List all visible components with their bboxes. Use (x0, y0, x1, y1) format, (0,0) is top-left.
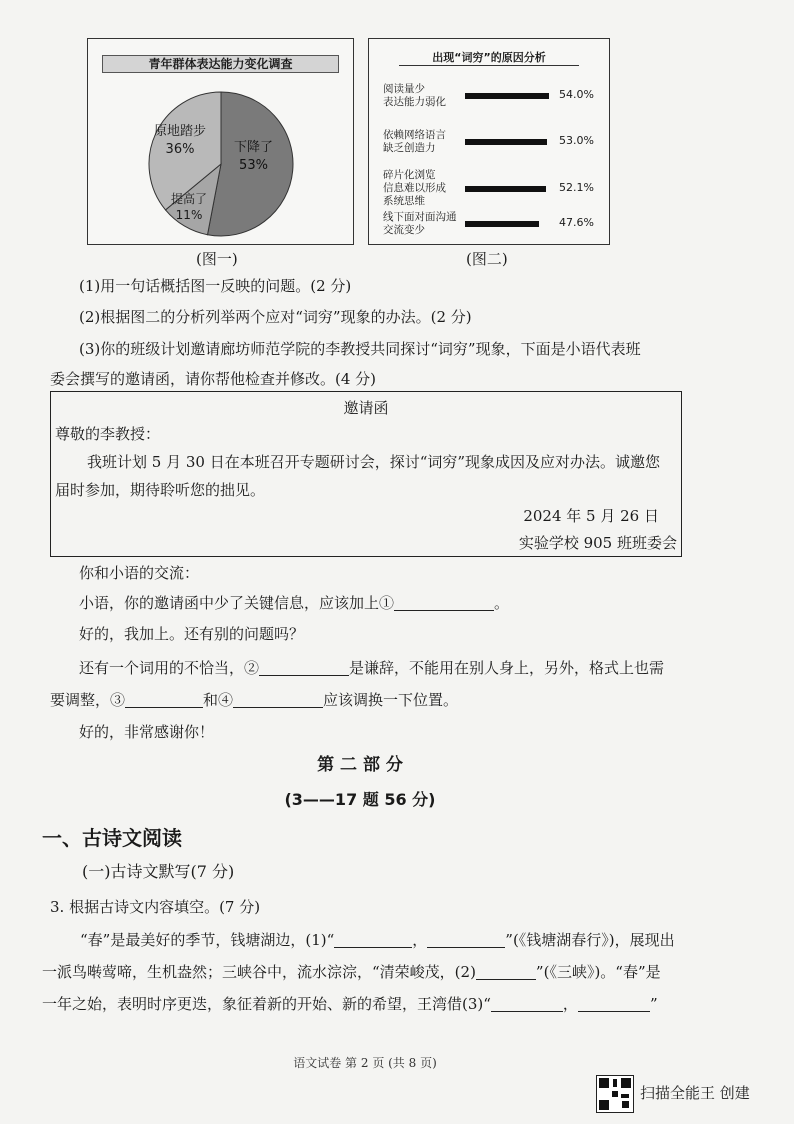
pie-label-stagnant-text: 原地踏步 (154, 124, 207, 139)
bar-label-line: 系统思维 (383, 195, 425, 207)
pie-chart (146, 89, 296, 239)
dialogue-line-1 (79, 593, 509, 613)
poem-blank-1b[interactable] (427, 932, 505, 948)
poem-line-1-text: “春”是最美好的季节，钱塘湖边，(1)“ (80, 931, 335, 949)
bar-label-line: 表达能力弱化 (383, 96, 446, 108)
dialogue-line-4-text: 要调整，③ (50, 691, 126, 709)
poem-line-2-end: ”(《三峡》)。“春”是 (535, 963, 661, 981)
dialogue-line-4-and: 和④ (203, 691, 234, 709)
question-1: (1)用一句话概括图一反映的问题。(2 分) (79, 277, 352, 295)
bar-label-line: 依赖网络语言 (383, 129, 446, 141)
poem-line-1-comma: ， (412, 931, 428, 949)
pie-label-stagnant-pct: 36% (165, 142, 195, 157)
poem-line-3-text: 一年之始，表明时序更迭，象征着新的开始、新的希望，王湾借(3)“ (42, 995, 491, 1013)
bar-label-line: 碎片化浏览 (383, 169, 436, 181)
dialogue-line-3-rest: 是谦辞，不能用在别人身上，另外，格式上也需 (349, 659, 665, 677)
poem-line-2-text: 一派鸟啭莺啼，生机盎然；三峡谷中，流水淙淙，“清荣峻茂，(2) (42, 963, 476, 981)
dialogue-line-1-end: 。 (494, 594, 510, 612)
bar-label (383, 211, 457, 237)
bar-label-line: 缺乏创造力 (383, 142, 436, 154)
poem-line-1-end: ”(《钱塘湖春行》)，展现出 (505, 931, 675, 949)
pie-label-improve-text: 提高了 (171, 192, 208, 206)
bar-label (383, 129, 446, 155)
page-footer: 语文试卷 第 2 页 (共 8 页) (293, 1056, 437, 1070)
invitation-signature: 实验学校 905 班班委会 (518, 534, 677, 552)
pie-label-decrease (234, 139, 273, 175)
invitation-salutation: 尊敬的李教授： (55, 425, 161, 443)
bar-value-label: 47.6% (559, 216, 594, 229)
dialogue-line-1-text: 小语，你的邀请函中少了关键信息，应该加上① (79, 594, 395, 612)
question-2: (2)根据图二的分析列举两个应对“词穷”现象的办法。(2 分) (79, 308, 472, 326)
bar-value-label: 54.0% (559, 88, 594, 101)
figure-1-title: 青年群体表达能力变化调查 (102, 55, 339, 73)
answer-blank-3[interactable] (125, 692, 203, 708)
bar-label-line: 阅读量少 (383, 83, 425, 95)
section-1-subheading: (一)古诗文默写(7 分) (82, 862, 235, 881)
bar-mark (465, 139, 547, 145)
pie-label-decrease-text: 下降了 (234, 140, 274, 155)
question-3-line2: 委会撰写的邀请函，请你帮他检查并修改。(4 分) (50, 370, 377, 388)
qr-code-icon (596, 1075, 634, 1113)
figure-1-box (87, 38, 354, 245)
invitation-box (50, 391, 682, 557)
poem-line-3-end: ” (649, 995, 658, 1013)
pie-label-improve (171, 191, 207, 223)
bar-label (383, 169, 446, 208)
poem-blank-2[interactable] (476, 964, 536, 980)
poem-blank-3b[interactable] (578, 996, 650, 1012)
poem-blank-1a[interactable] (334, 932, 412, 948)
dialogue-line-4-end: 应该调换一下位置。 (323, 691, 459, 709)
answer-blank-4[interactable] (233, 692, 323, 708)
bar-mark (465, 186, 546, 192)
dialogue-line-3-text: 还有一个词用的不恰当，② (79, 659, 260, 677)
figure-2-caption: (图二) (466, 250, 508, 268)
figure-2-title: 出现“词穷”的原因分析 (399, 49, 579, 66)
part-2-subtitle: (3——17 题 56 分) (284, 790, 436, 809)
bar-label-line: 交流变少 (383, 224, 425, 236)
bar-value-label: 52.1% (559, 180, 594, 194)
bar-mark (465, 221, 539, 227)
scanner-watermark: 扫描全能王 创建 (640, 1084, 750, 1102)
invitation-body-2: 届时参加，期待聆听您的拙见。 (55, 481, 266, 499)
poem-line-3 (42, 994, 658, 1014)
pie-label-stagnant (154, 123, 206, 159)
answer-blank-2[interactable] (259, 660, 349, 676)
invitation-body-1: 我班计划 5 月 30 日在本班召开专题研讨会，探讨“词穷”现象成因及应对办法。诚邀您 (87, 453, 661, 471)
bar-label (383, 83, 446, 109)
section-1-heading: 一、古诗文阅读 (42, 826, 182, 850)
invitation-date: 2024 年 5 月 26 日 (523, 507, 659, 525)
question-3-line1: (3)你的班级计划邀请廊坊师范学院的李教授共同探讨“词穷”现象，下面是小语代表班 (79, 340, 641, 358)
figure-1-caption: (图一) (196, 250, 238, 268)
poem-line-2 (42, 962, 661, 982)
dialogue-line-3 (79, 658, 664, 678)
bar-label-line: 信息难以形成 (383, 182, 446, 194)
dialogue-intro: 你和小语的交流： (79, 564, 200, 582)
poem-line-1 (80, 930, 675, 950)
part-2-title: 第 二 部 分 (317, 755, 403, 775)
invitation-title: 邀请函 (343, 399, 389, 417)
dialogue-line-2: 好的，我加上。还有别的问题吗？ (79, 625, 305, 643)
dialogue-line-5: 好的，非常感谢你！ (79, 723, 215, 741)
poem-line-3-comma: ， (562, 995, 578, 1013)
dialogue-line-4 (50, 690, 458, 710)
bar-mark (465, 93, 549, 99)
poem-blank-3a[interactable] (491, 996, 563, 1012)
figure-2-box (368, 38, 610, 245)
pie-label-improve-pct: 11% (175, 208, 203, 222)
bar-label-line: 线下面对面沟通 (383, 211, 457, 223)
pie-label-decrease-pct: 53% (239, 158, 268, 173)
bar-value-label: 53.0% (559, 134, 594, 147)
question-3-heading: 3. 根据古诗文内容填空。(7 分) (50, 898, 261, 916)
answer-blank-1[interactable] (394, 595, 494, 611)
